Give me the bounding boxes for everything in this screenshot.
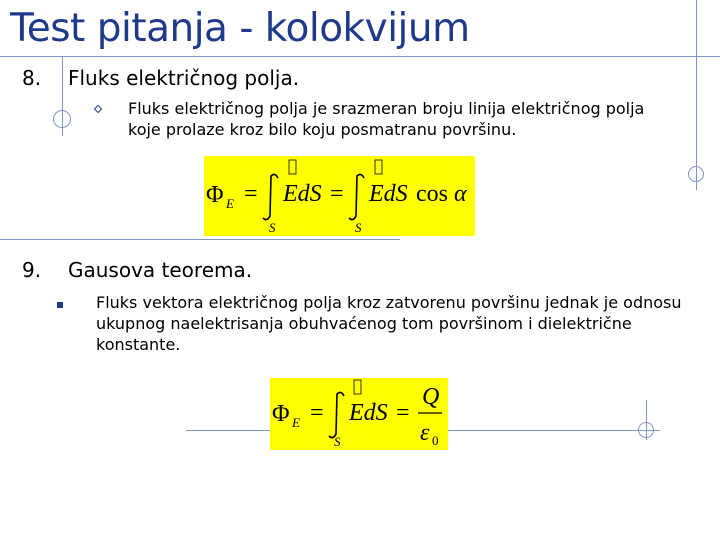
decor-line-mid [0,239,400,240]
integral-subscript: S [334,434,341,449]
decor-line-vertical-right-top [696,0,697,190]
equals-2: = [396,400,410,426]
item-8-heading: Fluks električnog polja. [68,66,300,90]
phi-subscript: E [226,196,234,211]
term-edS: EdS [349,400,388,426]
term-edS-1: EdS [283,181,322,207]
formula-electric-flux [204,156,475,236]
item-9-number: 9. [22,258,42,282]
phi-symbol: Φ [272,401,290,427]
integral-subscript-2: S [355,220,362,235]
bullet-diamond-icon [94,105,102,113]
item-9-bullet-text: Fluks vektora električnog polja kroz zatvorenu površinu jednak je odnosu ukupnog naelektrisanja obuhvaćenog tom površinom i dielektrične konstante. [96,293,682,354]
slide-title: Test pitanja - kolokvijum [10,6,470,51]
item-8-number: 8. [22,66,42,90]
term-edS-2: EdS [369,181,408,207]
formula-electric-flux-svg [204,156,475,236]
denominator-epsilon: ε [420,420,430,446]
integral-icon [329,392,344,437]
decor-circle-left [53,110,71,128]
integral-icon-1 [263,174,278,219]
numerator-q: Q [422,384,440,410]
equals-2: = [330,181,344,207]
decor-circle-right-top [688,166,704,182]
equals-1: = [244,181,258,207]
integral-icon-2 [349,174,364,219]
formula-gauss-theorem [270,378,448,450]
missing-glyph-box-2 [375,160,382,174]
phi-symbol: Φ [206,182,224,208]
decor-line-top [0,56,720,57]
integral-subscript-1: S [269,220,276,235]
cos-function: cos [416,181,448,207]
bullet-square-icon [57,302,63,308]
alpha-symbol: α [454,181,467,207]
missing-glyph-box [354,380,361,394]
item-9-heading: Gausova teorema. [68,258,253,282]
decor-circle-right-bottom [638,422,654,438]
item-8-bullet-text: Fluks električnog polja je srazmeran broju linija električnog polja koje prolaze kroz bilo koju posmatranu površinu. [128,99,645,139]
missing-glyph-box-1 [289,160,296,174]
formula-gauss-theorem-svg [270,378,448,450]
denominator-subscript: 0 [432,433,439,448]
phi-subscript: E [292,415,300,430]
equals-1: = [310,400,324,426]
